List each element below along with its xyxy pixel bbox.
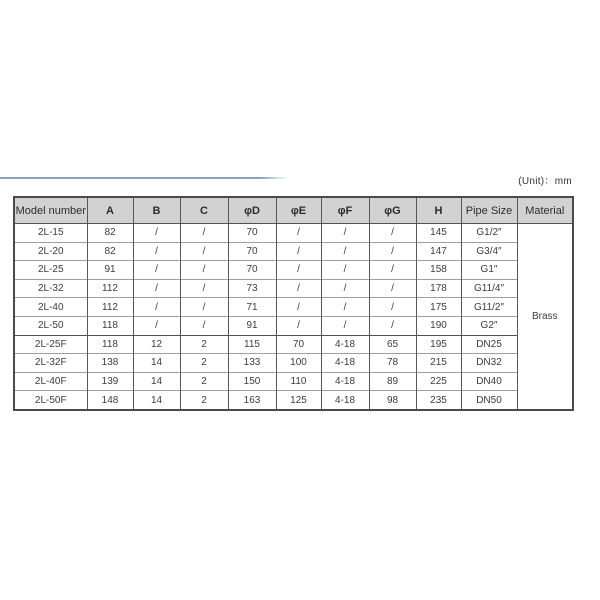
table-row (14, 391, 573, 410)
value-cell: 71 (228, 298, 276, 317)
column-header: A (87, 197, 133, 224)
value-cell: / (180, 279, 228, 298)
column-header: C (180, 197, 228, 224)
value-cell: / (276, 224, 321, 243)
table-row (14, 372, 573, 391)
value-cell: / (369, 298, 416, 317)
value-cell: 2 (180, 391, 228, 410)
value-cell: / (321, 316, 369, 335)
model-cell: 2L-32 (14, 279, 87, 298)
value-cell: G3/4″ (461, 242, 517, 261)
value-cell: G11/2″ (461, 298, 517, 317)
column-header: φF (321, 197, 369, 224)
value-cell: 190 (416, 316, 461, 335)
value-cell: / (369, 279, 416, 298)
value-cell: 89 (369, 372, 416, 391)
model-cell: 2L-20 (14, 242, 87, 261)
table-row (14, 316, 573, 335)
value-cell: 163 (228, 391, 276, 410)
value-cell: / (180, 261, 228, 280)
model-cell: 2L-32F (14, 354, 87, 373)
value-cell: / (180, 224, 228, 243)
table-row (14, 354, 573, 373)
model-cell: 2L-15 (37, 227, 64, 239)
value-cell: 70 (228, 224, 276, 243)
value-cell: 12 (133, 335, 180, 354)
column-header: Material (517, 197, 573, 224)
value-cell: 14 (133, 354, 180, 373)
table-row (14, 224, 573, 243)
value-cell: 138 (87, 354, 133, 373)
value-cell: DN50 (461, 391, 517, 410)
value-cell: 100 (276, 354, 321, 373)
value-cell: 195 (416, 335, 461, 354)
value-cell: G11/4″ (461, 279, 517, 298)
value-cell: / (369, 316, 416, 335)
value-cell: 2 (180, 372, 228, 391)
value-cell: 4-18 (321, 335, 369, 354)
value-cell: 158 (416, 261, 461, 280)
unit-label: (Unit)：mm (518, 176, 572, 187)
value-cell: 133 (228, 354, 276, 373)
value-cell: 225 (416, 372, 461, 391)
value-cell: / (276, 242, 321, 261)
value-cell: / (321, 261, 369, 280)
value-cell: / (276, 261, 321, 280)
value-cell: / (133, 242, 180, 261)
model-cell: 2L-40F (14, 372, 87, 391)
value-cell: 98 (369, 391, 416, 410)
value-cell: 4-18 (321, 354, 369, 373)
column-header: H (416, 197, 461, 224)
spec-table (13, 196, 574, 411)
value-cell: / (369, 242, 416, 261)
table-row (14, 298, 573, 317)
material-cell: Brass (517, 224, 573, 410)
model-cell: 2L-40 (14, 298, 87, 317)
value-cell: 175 (416, 298, 461, 317)
value-cell: 115 (228, 335, 276, 354)
value-cell: 150 (228, 372, 276, 391)
value-cell: / (321, 298, 369, 317)
value-cell: / (276, 279, 321, 298)
value-cell: / (180, 298, 228, 317)
value-cell: / (276, 316, 321, 335)
model-cell: 2L-25F (14, 335, 87, 354)
value-cell: DN25 (461, 335, 517, 354)
value-cell: 70 (228, 261, 276, 280)
value-cell: 118 (87, 316, 133, 335)
column-header: φG (369, 197, 416, 224)
value-cell: / (321, 279, 369, 298)
value-cell: / (133, 298, 180, 317)
value-cell: / (321, 242, 369, 261)
column-header: Model number (14, 197, 87, 224)
value-cell: DN32 (461, 354, 517, 373)
divider-line (0, 177, 289, 179)
value-cell: 73 (228, 279, 276, 298)
value-cell: 14 (133, 391, 180, 410)
value-cell: 4-18 (321, 372, 369, 391)
value-cell: / (133, 261, 180, 280)
value-cell: 215 (416, 354, 461, 373)
value-cell: / (133, 224, 180, 243)
column-header: B (133, 197, 180, 224)
value-cell: 2 (180, 354, 228, 373)
value-cell: 235 (416, 391, 461, 410)
value-cell: 145 (416, 224, 461, 243)
value-cell: 178 (416, 279, 461, 298)
value-cell: 118 (87, 335, 133, 354)
model-cell: 2L-50F (14, 391, 87, 410)
value-cell: / (276, 298, 321, 317)
value-cell: 139 (87, 372, 133, 391)
table-row (14, 279, 573, 298)
value-cell: 70 (276, 335, 321, 354)
value-cell: / (180, 242, 228, 261)
header-row (14, 197, 573, 224)
value-cell: G1″ (461, 261, 517, 280)
model-cell: 2L-50 (14, 316, 87, 335)
value-cell: G1/2″ (461, 224, 517, 243)
value-cell: G2″ (461, 316, 517, 335)
value-cell: 91 (87, 261, 133, 280)
value-cell: 2 (180, 335, 228, 354)
value-cell: 110 (276, 372, 321, 391)
column-header: φE (276, 197, 321, 224)
value-cell: 82 (87, 242, 133, 261)
value-cell: 112 (87, 298, 133, 317)
column-header: Pipe Size (461, 197, 517, 224)
value-cell: 91 (228, 316, 276, 335)
table-row (14, 242, 573, 261)
value-cell: / (133, 316, 180, 335)
value-cell: / (133, 279, 180, 298)
value-cell: 65 (369, 335, 416, 354)
value-cell: DN40 (461, 372, 517, 391)
value-cell: / (321, 224, 369, 243)
table-row (14, 335, 573, 354)
value-cell: 78 (369, 354, 416, 373)
value-cell: / (369, 261, 416, 280)
value-cell: / (369, 224, 416, 243)
value-cell: 112 (87, 279, 133, 298)
value-cell: 82 (87, 224, 133, 243)
model-cell: 2L-25 (14, 261, 87, 280)
column-header: φD (228, 197, 276, 224)
value-cell: 125 (276, 391, 321, 410)
value-cell: 14 (133, 372, 180, 391)
value-cell: 4-18 (321, 391, 369, 410)
value-cell: 70 (228, 242, 276, 261)
value-cell: 147 (416, 242, 461, 261)
value-cell: 148 (87, 391, 133, 410)
table-row (14, 261, 573, 280)
value-cell: / (180, 316, 228, 335)
